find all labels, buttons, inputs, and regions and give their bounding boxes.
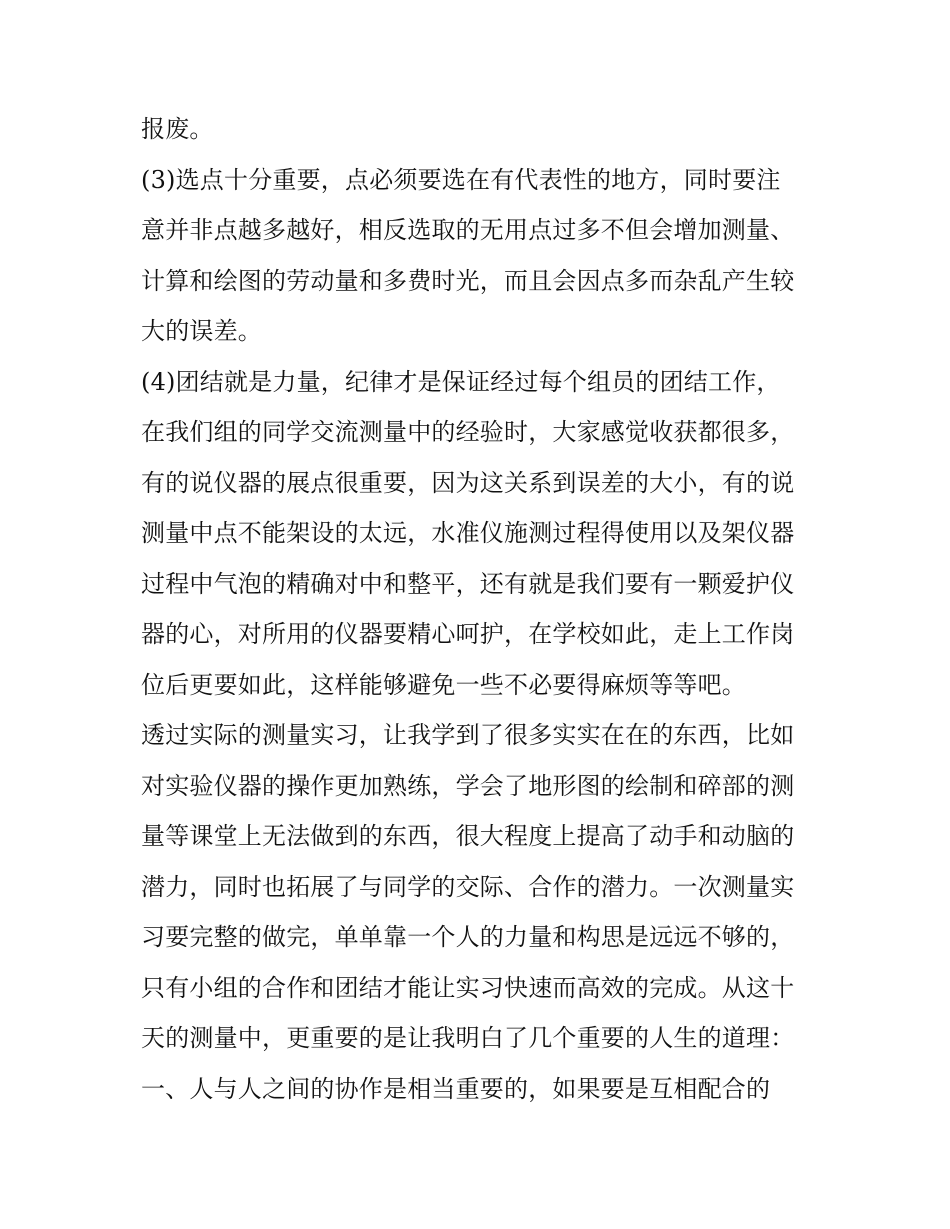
text-line: (3)选点十分重要，点必须要选在有代表性的地方，同时要注 <box>141 165 781 194</box>
text-line: 只有小组的合作和团结才能让实习快速而高效的完成。从这十 <box>141 973 795 1002</box>
text-line: 计算和绘图的劳动量和多费时光，而且会因点多而杂乱产生较 <box>141 266 795 295</box>
text-line: (4)团结就是力量，纪律才是保证经过每个组员的团结工作， <box>141 367 781 396</box>
text-line: 过程中气泡的精确对中和整平，还有就是我们要有一颗爱护仪 <box>141 569 795 598</box>
text-line: 透过实际的测量实习，让我学到了很多实实在在的东西，比如 <box>141 721 795 749</box>
text-line: 一、人与人之间的协作是相当重要的，如果要是互相配合的 <box>141 1074 771 1103</box>
text-line: 习要完整的做完，单单靠一个人的力量和构思是远远不够的， <box>141 923 795 951</box>
text-line: 器的心，对所用的仪器要精心呵护，在学校如此，走上工作岗 <box>141 620 795 648</box>
document-body <box>141 104 821 1114</box>
text-line: 天的测量中，更重要的是让我明白了几个重要的人生的道理： <box>141 1024 795 1052</box>
text-line: 有的说仪器的展点很重要，因为这关系到误差的大小，有的说 <box>141 468 795 497</box>
text-line: 在我们组的同学交流测量中的经验时，大家感觉收获都很多， <box>141 418 795 446</box>
text-line: 报废。 <box>141 115 214 143</box>
text-line: 意并非点越多越好，相反选取的无用点过多不但会增加测量、 <box>141 216 795 244</box>
text-line: 潜力，同时也拓展了与同学的交际、合作的潜力。一次测量实 <box>141 872 795 901</box>
text-line: 测量中点不能架设的太远，水准仪施测过程得使用以及架仪器 <box>141 519 795 547</box>
text-line: 量等课堂上无法做到的东西，很大程度上提高了动手和动脑的 <box>141 822 795 850</box>
text-line: 大的误差。 <box>141 317 262 345</box>
text-line: 对实验仪器的操作更加熟练，学会了地形图的绘制和碎部的测 <box>141 771 795 800</box>
text-line: 位后更要如此，这样能够避免一些不必要得麻烦等等吧。 <box>141 670 746 699</box>
